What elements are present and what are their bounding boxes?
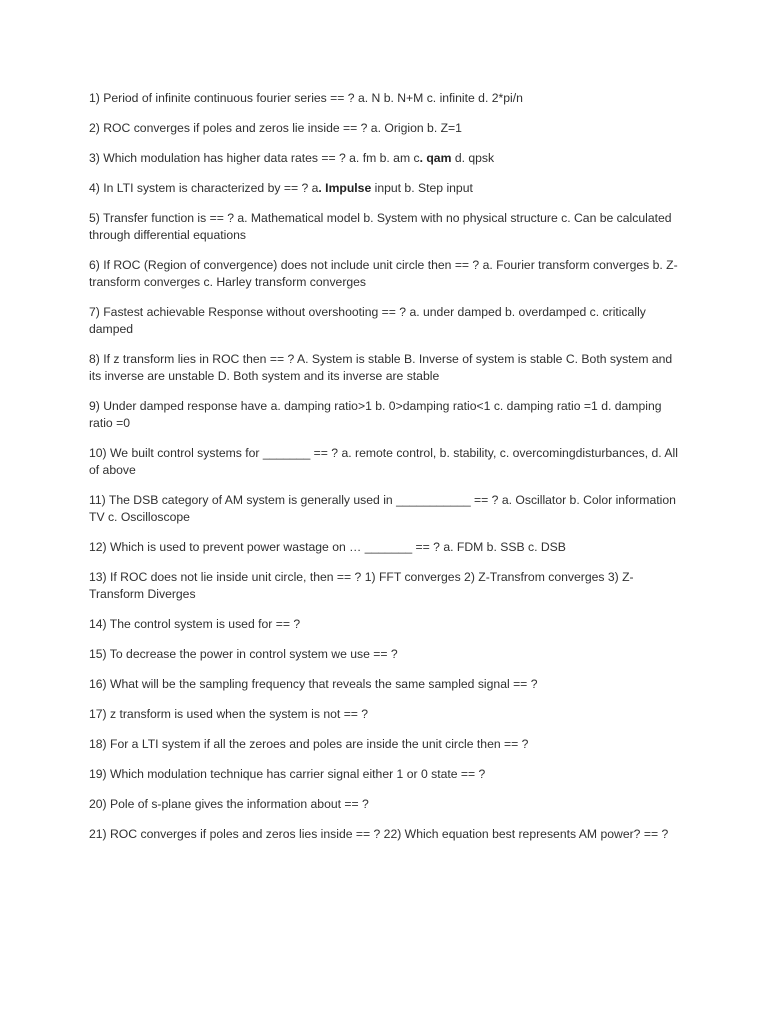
question-text: 13) If ROC does not lie inside unit circle, then == ? 1) FFT converges 2) Z-Transfrom converges 3) Z-Transform Diverges (89, 570, 634, 601)
question-text: 15) To decrease the power in control system we use == ? (89, 647, 398, 661)
question-text: 7) Fastest achievable Response without overshooting == ? a. under damped b. overdamped c. critically damped (89, 305, 646, 336)
question-item (89, 766, 679, 783)
question-text: 5) Transfer function is == ? a. Mathematical model b. System with no physical structure c. Can be calculated through differential equations (89, 211, 672, 242)
question-item (89, 257, 679, 291)
question-text: 6) If ROC (Region of convergence) does not include unit circle then == ? a. Fourier transform converges b. Z-transform converges c. Harley transform converges (89, 258, 678, 289)
question-text: 16) What will be the sampling frequency that reveals the same sampled signal == ? (89, 677, 538, 691)
question-item (89, 796, 679, 813)
question-text: 4) In LTI system is characterized by == ? a (89, 181, 319, 195)
question-item (89, 304, 679, 338)
question-text: 11) The DSB category of AM system is generally used in ___________ == ? a. Oscillator b. Color information TV c. Oscilloscope (89, 493, 676, 524)
question-text: d. qpsk (451, 151, 495, 165)
question-text: 1) Period of infinite continuous fourier series == ? a. N b. N+M c. infinite d. 2*pi/n (89, 91, 523, 105)
question-item (89, 398, 679, 432)
question-text: 19) Which modulation technique has carrier signal either 1 or 0 state == ? (89, 767, 486, 781)
question-item (89, 706, 679, 723)
question-text: 2) ROC converges if poles and zeros lie inside == ? a. Origion b. Z=1 (89, 121, 462, 135)
question-text: 21) ROC converges if poles and zeros lies inside == ? 22) Which equation best represents AM power? == ? (89, 827, 669, 841)
question-item (89, 210, 679, 244)
question-item (89, 445, 679, 479)
question-item (89, 90, 679, 107)
question-text: 8) If z transform lies in ROC then == ? A. System is stable B. Inverse of system is stable C. Both system and its inverse are unstable D. Both system and its inverse are stable (89, 352, 673, 383)
question-bold-text: . Impulse (318, 181, 372, 195)
question-item (89, 120, 679, 137)
question-item (89, 736, 679, 753)
question-list (89, 90, 679, 856)
question-item (89, 676, 679, 693)
question-item (89, 539, 679, 556)
question-text: input b. Step input (371, 181, 473, 195)
question-text: 3) Which modulation has higher data rates == ? a. fm b. am c (89, 151, 420, 165)
question-item (89, 569, 679, 603)
question-text: 9) Under damped response have a. damping ratio>1 b. 0>damping ratio<1 c. damping ratio =1 d. damping ratio =0 (89, 399, 662, 430)
question-item (89, 826, 679, 843)
question-text: 17) z transform is used when the system is not == ? (89, 707, 369, 721)
question-text: 12) Which is used to prevent power wastage on … _______ == ? a. FDM b. SSB c. DSB (89, 540, 566, 554)
question-item (89, 150, 679, 167)
question-item (89, 351, 679, 385)
question-bold-text: . qam (419, 151, 452, 165)
question-item (89, 492, 679, 526)
question-item (89, 616, 679, 633)
question-item (89, 180, 679, 197)
question-text: 10) We built control systems for _______ == ? a. remote control, b. stability, c. overcomingdisturbances, d. All of above (89, 446, 678, 477)
question-item (89, 646, 679, 663)
question-text: 20) Pole of s-plane gives the information about == ? (89, 797, 369, 811)
question-text: 18) For a LTI system if all the zeroes and poles are inside the unit circle then == ? (89, 737, 529, 751)
question-text: 14) The control system is used for == ? (89, 617, 301, 631)
